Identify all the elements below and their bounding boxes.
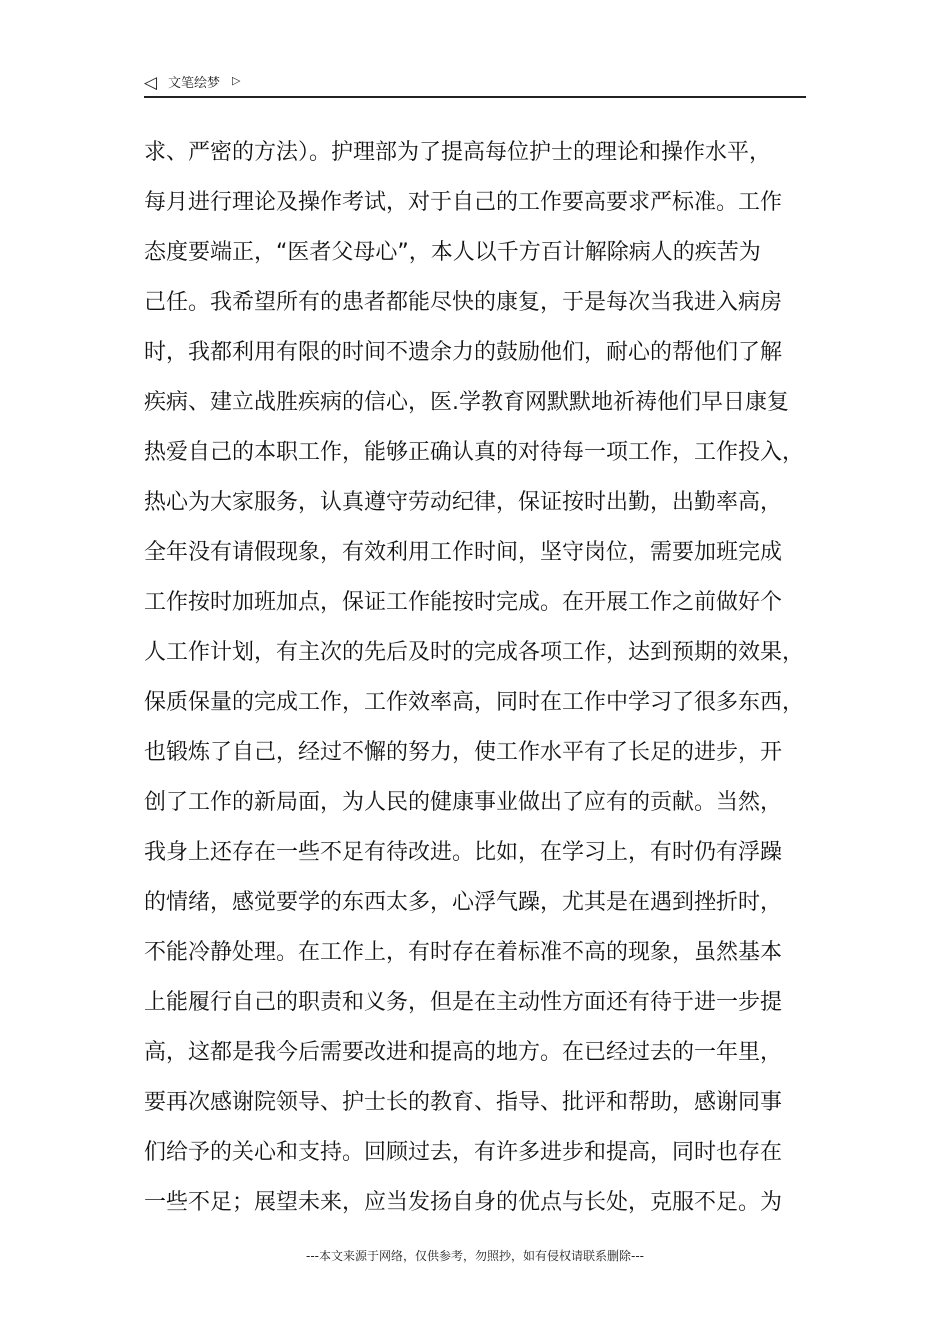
body-line: 全年没有请假现象，有效利用工作时间，坚守岗位，需要加班完成	[144, 540, 783, 565]
body-line: 也锻炼了自己，经过不懈的努力，使工作水平有了长足的进步，开	[144, 740, 783, 765]
body-line: 每月进行理论及操作考试，对于自己的工作要高要求严标准。工作	[144, 190, 783, 215]
body-line: 我身上还存在一些不足有待改进。比如，在学习上，有时仍有浮躁	[144, 840, 783, 865]
page-header	[144, 72, 806, 98]
page-footer: ---本文来源于网络，仅供参考，勿照抄，如有侵权请联系删除---	[306, 1249, 644, 1263]
body-line: 一些不足；展望未来，应当发扬自身的优点与长处，克服不足。为	[144, 1190, 783, 1215]
body-line: 疾病、建立战胜疾病的信心，医.学教育网默默地祈祷他们早日康复	[144, 390, 789, 415]
left-triangle-icon: ◁	[144, 73, 158, 93]
document-body	[144, 128, 820, 1228]
body-line: 创了工作的新局面，为人民的健康事业做出了应有的贡献。当然，	[144, 790, 783, 815]
header-title: 文笔绘梦	[168, 76, 221, 91]
body-line: 们给予的关心和支持。回顾过去，有许多进步和提高，同时也存在	[144, 1140, 783, 1165]
body-line: 要再次感谢院领导、护士长的教育、指导、批评和帮助，感谢同事	[144, 1090, 783, 1115]
body-line: 态度要端正，“医者父母心”，本人以千方百计解除病人的疾苦为	[144, 240, 761, 265]
body-line: 的情绪，感觉要学的东西太多，心浮气躁，尤其是在遇到挫折时，	[144, 890, 783, 915]
body-line: 热心为大家服务，认真遵守劳动纪律，保证按时出勤，出勤率高，	[144, 490, 783, 515]
body-line: 不能冷静处理。在工作上，有时存在着标准不高的现象，虽然基本	[144, 940, 783, 965]
body-line: 保质保量的完成工作，工作效率高，同时在工作中学习了很多东西，	[144, 690, 805, 715]
body-line: 己任。我希望所有的患者都能尽快的康复，于是每次当我进入病房	[144, 290, 783, 315]
body-line: 求、严密的方法）。护理部为了提高每位护士的理论和操作水平，	[144, 140, 772, 165]
body-line: 热爱自己的本职工作，能够正确认真的对待每一项工作，工作投入，	[144, 440, 805, 465]
body-line: 上能履行自己的职责和义务，但是在主动性方面还有待于进一步提	[144, 990, 783, 1015]
body-line: 高，这都是我今后需要改进和提高的地方。在已经过去的一年里，	[144, 1040, 783, 1065]
body-line: 工作按时加班加点，保证工作能按时完成。在开展工作之前做好个	[144, 590, 783, 615]
body-line: 人工作计划，有主次的先后及时的完成各项工作，达到预期的效果，	[144, 640, 805, 665]
right-triangle-icon: ▷	[232, 74, 241, 87]
body-line: 时，我都利用有限的时间不遗余力的鼓励他们，耐心的帮他们了解	[144, 340, 783, 365]
